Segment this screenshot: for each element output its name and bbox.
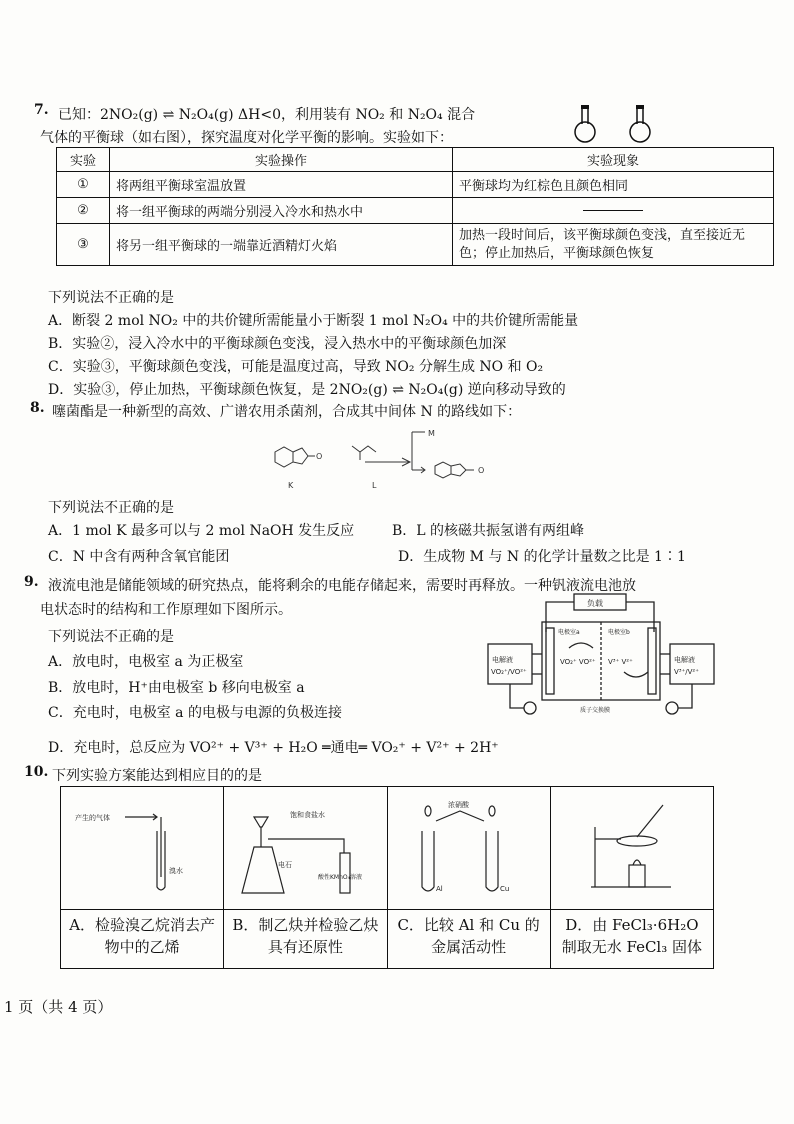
q9-prompt: 下列说法不正确的是 (48, 629, 174, 645)
q9-stem-line1: 液流电池是储能领域的研究热点，能将剩余的电能存储起来，需要时再释放。一种钒液流电池放 (48, 578, 636, 594)
svg-text:M: M (428, 429, 435, 438)
apparatus-b (224, 787, 387, 910)
table-cell: ③ (57, 224, 110, 266)
q8-number: 8. (30, 400, 45, 416)
room-a-label: 电极室a (558, 629, 580, 636)
q7-prompt: 下列说法不正确的是 (48, 290, 174, 306)
q9-option-a: A．放电时，电极室 a 为正极室 (48, 654, 244, 670)
apparatus-c (387, 787, 550, 910)
table-cell-dash (453, 198, 774, 224)
q9-stem-line2: 电状态时的结构和工作原理如下图所示。 (40, 602, 292, 618)
copper-label: Cu (499, 885, 509, 893)
label-k: K (288, 481, 294, 490)
q8-synthesis-scheme (260, 422, 520, 492)
q8-option-d: D．生成物 M 与 N 的化学计量数之比是 1∶1 (398, 549, 686, 565)
apparatus-d-figure (551, 787, 713, 905)
q10-number: 10. (24, 764, 49, 780)
q10-option-c: C．比较 Al 和 Cu 的金属活动性 (387, 910, 550, 969)
q10-option-b: B．制乙炔并检验乙炔具有还原性 (224, 910, 387, 969)
room-b-ions: V³⁺ V²⁺ (608, 658, 633, 666)
page-footer: 1 页（共 4 页） (4, 998, 113, 1016)
right-tank-species: V³⁺/V²⁺ (674, 668, 699, 676)
q7-option-d: D．实验③，停止加热，平衡球颜色恢复，是 2NO₂(g) ⇌ N₂O₄(g) 逆向移动导致的 (48, 382, 566, 398)
right-tank-label: 电解液 (674, 656, 695, 664)
q7-number: 7. (34, 102, 49, 118)
q8-option-b: B．L 的核磁共振氢谱有两组峰 (392, 523, 585, 539)
table-row (57, 172, 774, 198)
table-header: 实验 (57, 148, 110, 172)
table-cell: 平衡球均为红棕色且颜色相同 (453, 172, 774, 198)
q10-stem: 下列实验方案能达到相应目的的是 (52, 768, 262, 784)
q7-option-c: C．实验③，平衡球颜色变浅，可能是温度过高，导致 NO₂ 分解生成 NO 和 O₂ (48, 359, 544, 375)
room-b-label: 电极室b (608, 629, 630, 636)
table-cell: 加热一段时间后，该平衡球颜色变浅，直至接近无色；停止加热后，平衡球颜色恢复 (453, 224, 774, 266)
table-row (57, 198, 774, 224)
q10-option-d: D．由 FeCl₃·6H₂O 制取无水 FeCl₃ 固体 (550, 910, 713, 969)
apparatus-b-figure (224, 787, 386, 905)
q9-option-b: B．放电时，H⁺由电极室 b 移向电极室 a (48, 680, 305, 696)
apparatus-a-figure (61, 787, 223, 905)
bromine-water-label: 溴水 (169, 867, 183, 875)
q8-prompt: 下列说法不正确的是 (48, 500, 174, 516)
table-row (57, 224, 774, 266)
load-label: 负载 (587, 599, 603, 608)
q7-option-a: A．断裂 2 mol NO₂ 中的共价键所需能量小于断裂 1 mol N₂O₄ 中的共价键所需能量 (48, 313, 579, 329)
q7-experiment-table (56, 147, 774, 266)
q8-option-a: A．1 mol K 最多可以与 2 mol NaOH 发生反应 (48, 523, 355, 539)
table-cell: 将一组平衡球的两端分别浸入冷水和热水中 (110, 198, 453, 224)
calcium-carbide-label: 电石 (278, 861, 293, 869)
apparatus-a (61, 787, 224, 910)
table-cell: ② (57, 198, 110, 224)
aluminum-label: Al (435, 885, 443, 893)
q7-option-b: B．实验②，浸入冷水中的平衡球颜色变浅，浸入热水中的平衡球颜色加深 (48, 336, 507, 352)
table-header: 实验操作 (110, 148, 453, 172)
q8-option-c: C．N 中含有两种含氧官能团 (48, 549, 230, 565)
flow-battery-diagram (484, 592, 718, 718)
q9-number: 9. (24, 574, 39, 590)
balance-ball-icon (560, 100, 680, 146)
svg-text:O: O (316, 452, 323, 461)
room-a-ions: VO₂⁺ VO²⁺ (560, 658, 596, 666)
gas-label: 产生的气体 (75, 814, 110, 822)
q8-stem: 噻菌酯是一种新型的高效、广谱农用杀菌剂，合成其中间体 N 的路线如下： (52, 404, 522, 420)
q7-stem-line1: 已知：2NO₂(g) ⇌ N₂O₄(g) ΔH<0，利用装有 NO₂ 和 N₂O₄ 混合 (58, 107, 476, 123)
table-cell: 将另一组平衡球的一端靠近酒精灯火焰 (110, 224, 453, 266)
membrane-label: 质子交换膜 (580, 707, 611, 714)
left-tank-label: 电解液 (492, 656, 513, 664)
apparatus-c-figure (388, 787, 550, 905)
table-cell: 将两组平衡球室温放置 (110, 172, 453, 198)
table-cell: ① (57, 172, 110, 198)
brine-label: 饱和食盐水 (290, 811, 326, 819)
q9-option-d: D．充电时，总反应为 VO²⁺ + V³⁺ + H₂O ═通电═ VO₂⁺ + V²⁺ + 2H⁺ (48, 740, 499, 756)
svg-text:O: O (478, 466, 485, 475)
table-header: 实验现象 (453, 148, 774, 172)
kmno4-label: 酸性KMnO₄溶液 (318, 874, 363, 881)
q7-stem-line2: 气体的平衡球（如右图），探究温度对化学平衡的影响。实验如下： (40, 130, 453, 146)
label-l: L (372, 481, 377, 490)
q9-option-c: C．充电时，电极室 a 的电极与电源的负极连接 (48, 705, 342, 721)
apparatus-d (550, 787, 713, 910)
conc-nitric-acid-label: 浓硝酸 (447, 801, 469, 809)
q10-options-table (60, 786, 714, 969)
left-tank-species: VO₂⁺/VO²⁺ (491, 668, 527, 676)
q10-option-a: A．检验溴乙烷消去产物中的乙烯 (61, 910, 224, 969)
